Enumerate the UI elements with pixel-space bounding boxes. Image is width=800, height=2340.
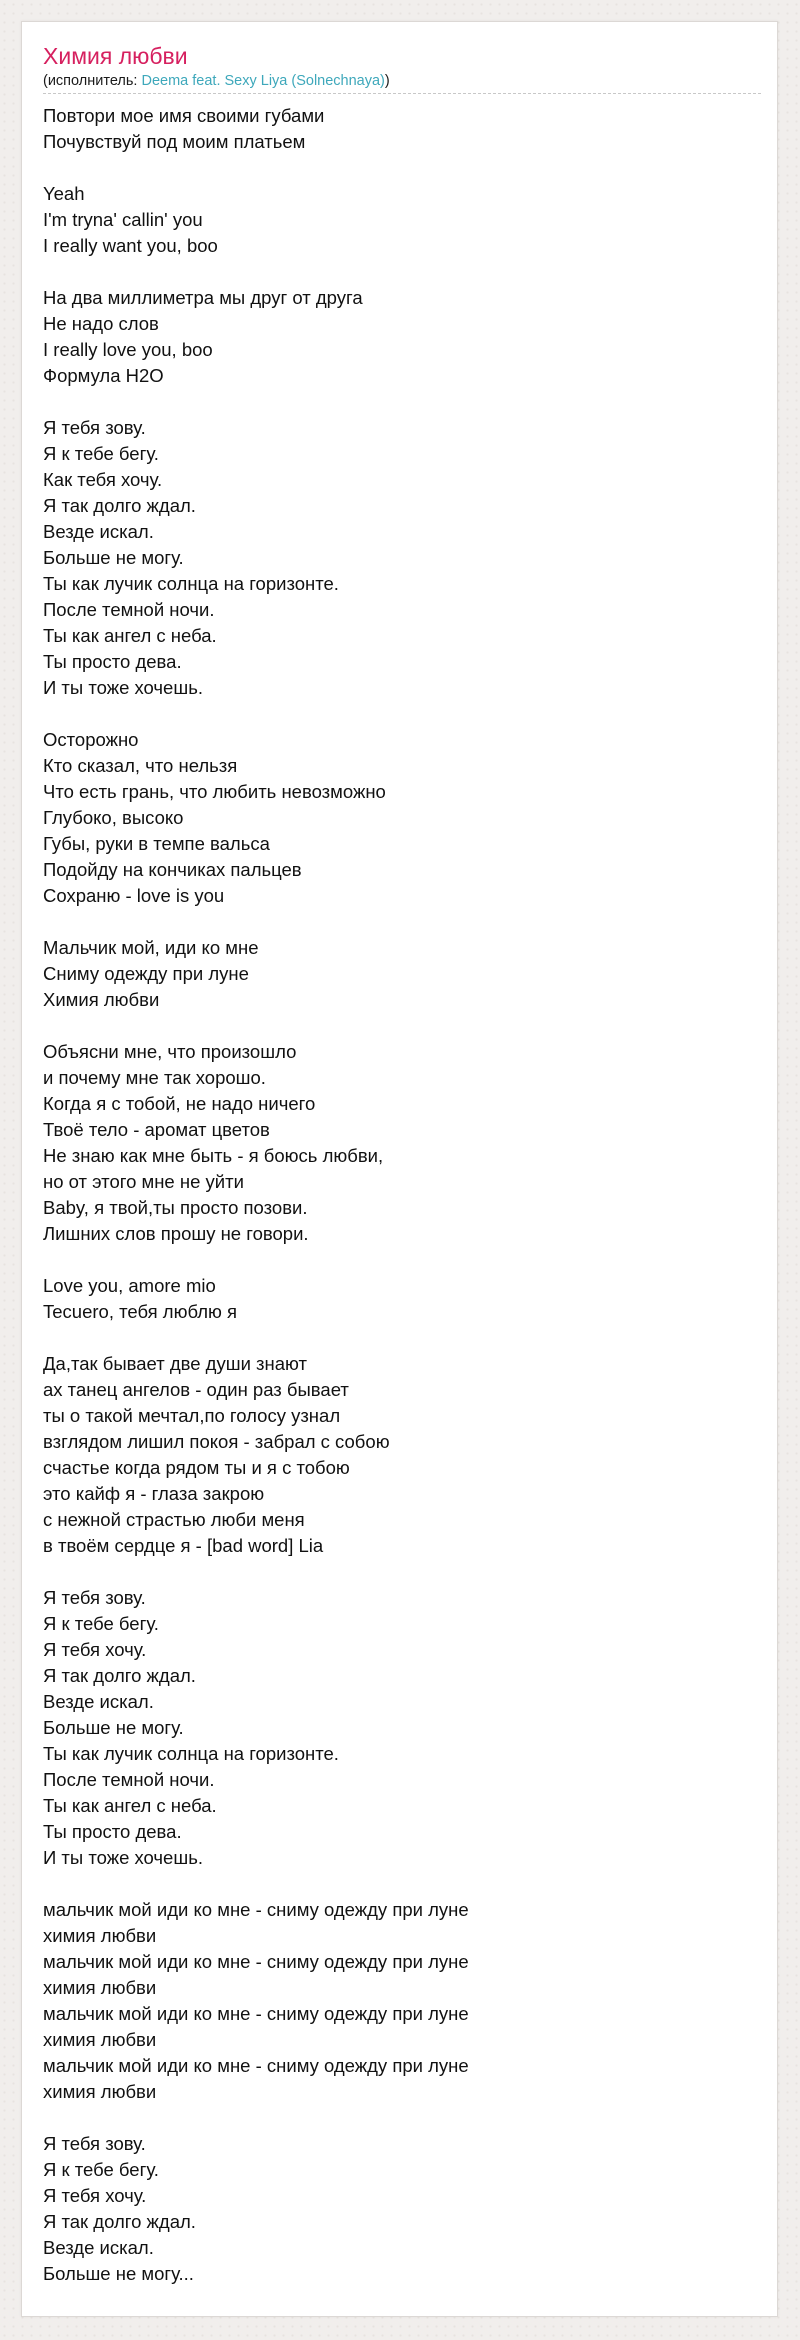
lyric-line: Ты просто дева. (43, 1821, 182, 1842)
lyric-line: Почувствуй под моим платьем (43, 131, 306, 152)
lyric-line: в твоём сердце я - [bad word] Lia (43, 1535, 324, 1556)
lyric-line: это кайф я - глаза закрою (43, 1483, 265, 1504)
lyric-line: мальчик мой иди ко мне - сниму одежду при луне (43, 1951, 469, 1972)
artist-suffix: ) (384, 73, 390, 89)
lyrics-stanza (43, 935, 761, 1013)
lyric-line: Подойду на кончиках пальцев (43, 859, 302, 880)
lyric-line: ах танец ангелов - один раз бывает (43, 1379, 349, 1400)
lyric-line: химия любви (43, 1925, 157, 1946)
lyric-line: После темной ночи. (43, 1769, 215, 1790)
lyric-line: Химия любви (43, 989, 160, 1010)
lyric-line: Ты как ангел с неба. (43, 625, 217, 646)
lyric-line: Кто сказал, что нельзя (43, 755, 238, 776)
lyric-line: После темной ночи. (43, 599, 215, 620)
lyric-line: Осторожно (43, 729, 139, 750)
lyric-line: Ты как ангел с неба. (43, 1795, 217, 1816)
lyric-line: химия любви (43, 2029, 157, 2050)
lyric-line: Больше не могу... (43, 2263, 194, 2284)
lyric-line: Ты как лучик солнца на горизонте. (43, 573, 339, 594)
lyric-line: счастье когда рядом ты и я с тобою (43, 1457, 350, 1478)
lyric-line: Ты просто дева. (43, 651, 182, 672)
lyric-line: и почему мне так хорошо. (43, 1067, 266, 1088)
song-header (43, 42, 761, 94)
lyrics-stanza (43, 285, 761, 389)
lyric-line: Что есть грань, что любить невозможно (43, 781, 386, 802)
lyric-line: Сниму одежду при луне (43, 963, 249, 984)
lyric-line: Лишних слов прошу не говори. (43, 1223, 309, 1244)
artist-line (43, 72, 761, 90)
lyric-line: Больше не могу. (43, 547, 184, 568)
lyric-line: Я так долго ждал. (43, 495, 196, 516)
lyrics-stanza (43, 1039, 761, 1247)
lyric-line: Я тебя хочу. (43, 1639, 147, 1660)
lyric-line: Везде искал. (43, 1691, 154, 1712)
lyric-line: но от этого мне не уйти (43, 1171, 244, 1192)
lyrics-stanza (43, 415, 761, 701)
lyric-line: Я тебя зову. (43, 2133, 146, 2154)
lyric-line: химия любви (43, 2081, 157, 2102)
lyric-line: I really want you, boo (43, 235, 218, 256)
lyric-line: Твоё тело - аромат цветов (43, 1119, 270, 1140)
lyric-line: химия любви (43, 1977, 157, 1998)
lyrics-stanza (43, 1273, 761, 1325)
lyric-line: На два миллиметра мы друг от друга (43, 287, 363, 308)
lyric-line: Сохраню - love is you (43, 885, 225, 906)
lyric-line: Повтори мое имя своими губами (43, 105, 325, 126)
artist-prefix: (исполнитель: (43, 73, 142, 89)
lyric-line: Везде искал. (43, 2237, 154, 2258)
lyric-line: I'm tryna' callin' you (43, 209, 203, 230)
lyric-line: Объясни мне, что произошло (43, 1041, 297, 1062)
lyric-line: Baby, я твой,ты просто позови. (43, 1197, 308, 1218)
lyric-line: взглядом лишил покоя - забрал с собою (43, 1431, 390, 1452)
lyric-line: Я тебя хочу. (43, 2185, 147, 2206)
lyrics-body (43, 103, 761, 2313)
lyric-line: Не надо слов (43, 313, 159, 334)
lyric-line: Ты как лучик солнца на горизонте. (43, 1743, 339, 1764)
lyric-line: Я так долго ждал. (43, 1665, 196, 1686)
lyrics-stanza (43, 2131, 761, 2287)
lyrics-card (21, 21, 778, 2317)
lyric-line: Yeah (43, 183, 85, 204)
lyric-line: Формула H2O (43, 365, 164, 386)
lyric-line: Да,так бывает две души знают (43, 1353, 307, 1374)
lyric-line: Как тебя хочу. (43, 469, 163, 490)
lyric-line: Я так долго ждал. (43, 2211, 196, 2232)
lyric-line: Не знаю как мне быть - я боюсь любви, (43, 1145, 384, 1166)
lyric-line: I really love you, boo (43, 339, 213, 360)
lyric-line: Я тебя зову. (43, 1587, 146, 1608)
lyric-line: Love you, amore mio (43, 1275, 216, 1296)
lyrics-stanza (43, 181, 761, 259)
lyric-line: Глубоко, высоко (43, 807, 184, 828)
lyric-line: мальчик мой иди ко мне - сниму одежду при луне (43, 1899, 469, 1920)
lyrics-stanza (43, 1585, 761, 1871)
song-title: Химия любви (43, 43, 188, 69)
lyric-line: И ты тоже хочешь. (43, 677, 203, 698)
lyric-line: Я к тебе бегу. (43, 1613, 159, 1634)
lyric-line: Больше не могу. (43, 1717, 184, 1738)
lyrics-stanza (43, 727, 761, 909)
lyric-line: И ты тоже хочешь. (43, 1847, 203, 1868)
lyrics-stanza (43, 1897, 761, 2105)
lyric-line: мальчик мой иди ко мне - сниму одежду при луне (43, 2003, 469, 2024)
artist-link[interactable]: Deema feat. Sexy Liya (Solnechnaya) (141, 73, 385, 89)
lyric-line: ты о такой мечтал,по голосу узнал (43, 1405, 341, 1426)
lyric-line: Мальчик мой, иди ко мне (43, 937, 259, 958)
lyric-line: Везде искал. (43, 521, 154, 542)
lyric-line: Tecuero, тебя люблю я (43, 1301, 238, 1322)
lyric-line: Когда я с тобой, не надо ничего (43, 1093, 316, 1114)
lyric-line: Я к тебе бегу. (43, 443, 159, 464)
lyric-line: Я тебя зову. (43, 417, 146, 438)
lyrics-stanza (43, 1351, 761, 1559)
lyric-line: с нежной страстью люби меня (43, 1509, 305, 1530)
lyrics-stanza (43, 103, 761, 155)
lyric-line: Я к тебе бегу. (43, 2159, 159, 2180)
lyric-line: Губы, руки в темпе вальса (43, 833, 270, 854)
lyric-line: мальчик мой иди ко мне - сниму одежду при луне (43, 2055, 469, 2076)
